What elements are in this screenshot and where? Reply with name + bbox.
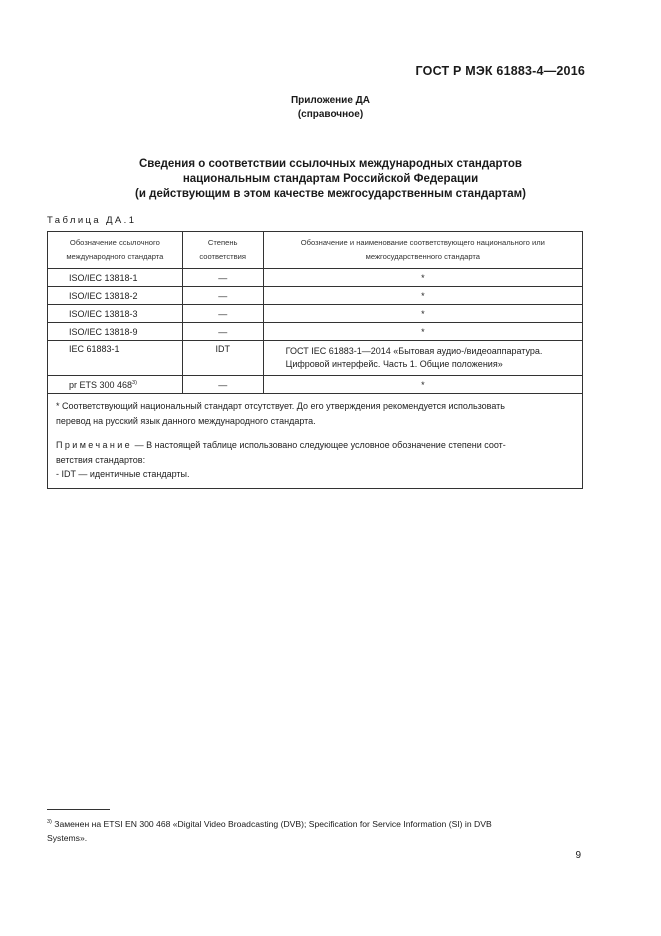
section-title-line-1: Сведения о соответствии ссылочных международных стандартов	[138, 158, 522, 170]
table-caption: Таблица ДА.1	[47, 215, 137, 226]
cell-national: *	[263, 269, 582, 287]
footnote-marker: 3)	[47, 819, 52, 825]
header-national-standard: Обозначение и наименование соответствующего национального или межгосударственного стандарта	[263, 232, 582, 269]
cell-degree: —	[182, 287, 263, 305]
cell-national: *	[263, 305, 582, 323]
table-row	[48, 376, 583, 394]
section-title-line-3: (и действующим в этом качестве межгосударственным стандартам)	[135, 188, 526, 200]
table-row	[48, 341, 583, 376]
cell-national: *	[263, 376, 582, 394]
cell-degree: —	[182, 305, 263, 323]
footnote-ref-marker: 3)	[132, 379, 137, 386]
note-list-item: - IDT — идентичные стандарты.	[56, 469, 190, 479]
appendix-subtitle: (справочное)	[297, 109, 364, 120]
cell-degree: IDT	[182, 341, 263, 376]
header-reference-standard: Обозначение ссылочного международного стандарта	[48, 232, 183, 269]
cell-degree: —	[182, 269, 263, 287]
cell-reference: ISO/IEC 13818-1	[48, 269, 183, 287]
cell-degree: —	[182, 376, 263, 394]
cell-reference: ISO/IEC 13818-3	[48, 305, 183, 323]
cell-national: *	[263, 323, 582, 341]
cell-national: *	[263, 287, 582, 305]
cell-reference: ISO/IEC 13818-2	[48, 287, 183, 305]
note-label: Примечание	[56, 440, 133, 450]
table-row	[48, 323, 583, 341]
page-number: 9	[575, 850, 581, 861]
table-header-row	[48, 232, 583, 269]
table-row	[48, 269, 583, 287]
page-footnote: $^{3)}$ Заменен на ETSI EN 300 468 «Digital Video Broadcasting (DVB); Specification for Service Information (SI) in DVB Systems».	[47, 818, 492, 843]
section-title-line-2: национальным стандартам Российской Федерации	[182, 173, 479, 185]
document-code: ГОСТ Р МЭК 61883-4—2016	[415, 64, 585, 78]
table-row	[48, 305, 583, 323]
header-degree-of-correspondence: Степень соответствия	[182, 232, 263, 269]
cell-national: ГОСТ IEC 61883-1—2014 «Бытовая аудио-/видеоаппаратура. Цифровой интерфейс. Часть 1. Общие положения»	[263, 341, 582, 376]
footnote-separator	[47, 809, 110, 810]
table-footer-row	[48, 394, 583, 489]
appendix-title: Приложение ДА	[290, 95, 371, 106]
asterisk-footnote: * Соответствующий национальный стандарт отсутствует. До его утверждения рекомендуется использовать перевод на русский язык данного международного стандарта.	[56, 401, 505, 426]
table-notes	[48, 394, 583, 489]
table-note: Примечание — В настоящей таблице использовано следующее условное обозначение степени соот- ветствия стандартов: - IDT — идентичные стандарты.	[56, 440, 506, 479]
cell-reference: pr ETS 300 468$^{3)}$	[48, 376, 183, 394]
cell-degree: —	[182, 323, 263, 341]
correspondence-table	[47, 231, 583, 489]
cell-reference: IEC 61883-1	[48, 341, 183, 376]
table-row	[48, 287, 583, 305]
cell-reference: ISO/IEC 13818-9	[48, 323, 183, 341]
